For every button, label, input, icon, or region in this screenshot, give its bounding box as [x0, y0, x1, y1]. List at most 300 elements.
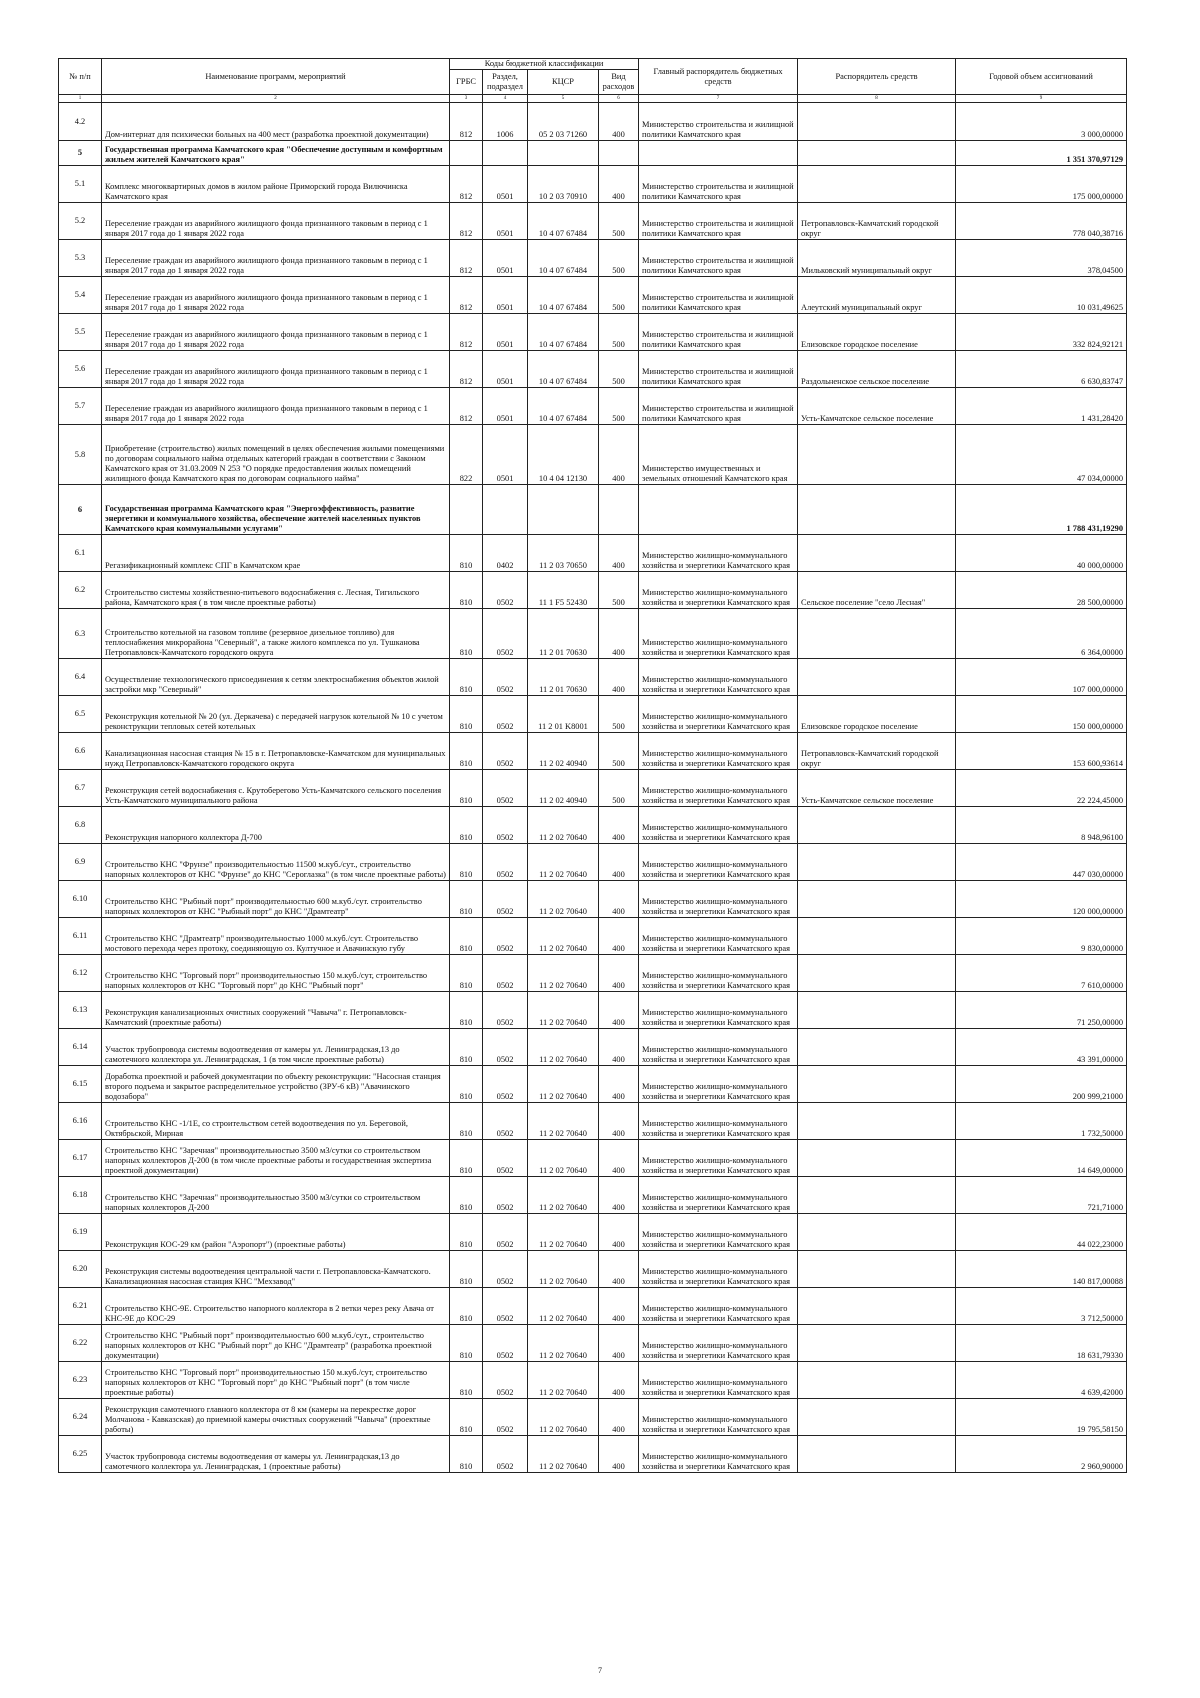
- expense-type-code: 400: [599, 535, 639, 572]
- kcsr-code: 11 2 02 70640: [528, 1251, 599, 1288]
- expense-type-code: 400: [599, 807, 639, 844]
- measure-name: Канализационная насосная станция № 15 в г. Петропавловске-Камчатском для муниципальных нужд Петропавловск-Камчатского городского округа: [102, 733, 450, 770]
- row-number: 6.22: [59, 1325, 102, 1362]
- measure-name: Реконструкция сетей водоснабжения с. Крутоберегово Усть-Камчатского сельского поселения Усть-Камчатского муниципального района: [102, 770, 450, 807]
- section-code: 0501: [483, 425, 528, 485]
- manager: [798, 992, 956, 1029]
- manager: [798, 103, 956, 141]
- annual-amount: 721,71000: [956, 1177, 1127, 1214]
- main-manager: [639, 485, 798, 535]
- main-manager: Министерство жилищно-коммунального хозяйства и энергетики Камчатского края: [639, 572, 798, 609]
- manager: Усть-Камчатское сельское поселение: [798, 388, 956, 425]
- manager: [798, 1288, 956, 1325]
- section-code: 0502: [483, 844, 528, 881]
- row-number: 6.17: [59, 1140, 102, 1177]
- section-code: 0502: [483, 572, 528, 609]
- kcsr-code: 11 2 03 70650: [528, 535, 599, 572]
- manager: Елизовское городское поселение: [798, 314, 956, 351]
- main-manager: Министерство жилищно-коммунального хозяйства и энергетики Камчатского края: [639, 1066, 798, 1103]
- table-row: [59, 659, 1127, 696]
- annual-amount: 140 817,00088: [956, 1251, 1127, 1288]
- grbs-code: 822: [450, 425, 483, 485]
- section-code: 0501: [483, 277, 528, 314]
- grbs-code: 810: [450, 1436, 483, 1473]
- measure-name: Строительство КНС "Заречная" производительностью 3500 м3/сутки со строительством напорных коллекторов Д-200 (в том числе проектные работы и государственная экспертиза проектной документации): [102, 1140, 450, 1177]
- row-number: 5.6: [59, 351, 102, 388]
- measure-name: Доработка проектной и рабочей документации по объекту реконструкции: "Насосная станция второго подъема и закрытое распределительное устройство (ЗРУ-6 кВ) "Авачинского водозабора": [102, 1066, 450, 1103]
- section-code: 0502: [483, 807, 528, 844]
- main-manager: Министерство жилищно-коммунального хозяйства и энергетики Камчатского края: [639, 1103, 798, 1140]
- grbs-code: 810: [450, 1029, 483, 1066]
- kcsr-code: 11 2 01 70630: [528, 609, 599, 659]
- manager: [798, 844, 956, 881]
- annual-amount: 4 639,42000: [956, 1362, 1127, 1399]
- kcsr-code: 10 4 07 67484: [528, 351, 599, 388]
- main-manager: Министерство жилищно-коммунального хозяйства и энергетики Камчатского края: [639, 1288, 798, 1325]
- manager: Мильковский муниципальный округ: [798, 240, 956, 277]
- kcsr-code: 10 4 07 67484: [528, 388, 599, 425]
- header-volume: Годовой объем ассигнований: [956, 59, 1127, 95]
- table-row: [59, 992, 1127, 1029]
- measure-name: Государственная программа Камчатского края "Обеспечение доступным и комфортным жильем жителей Камчатского края": [102, 141, 450, 166]
- table-row: [59, 1436, 1127, 1473]
- section-code: 0502: [483, 1325, 528, 1362]
- main-manager: Министерство строительства и жилищной политики Камчатского края: [639, 314, 798, 351]
- row-number: 6.7: [59, 770, 102, 807]
- manager: [798, 1251, 956, 1288]
- measure-name: Реконструкция самотечного главного коллектора от 8 км (камеры на перекрестке дорог Молчанова - Кавказская) до приемной камеры очистных сооружений "Чавыча" (проектные работы): [102, 1399, 450, 1436]
- grbs-code: 810: [450, 844, 483, 881]
- table-row: [59, 388, 1127, 425]
- main-manager: Министерство жилищно-коммунального хозяйства и энергетики Камчатского края: [639, 659, 798, 696]
- header-vid: Вид расходов: [599, 70, 639, 95]
- budget-table-sheet: [58, 58, 1126, 1473]
- annual-amount: 107 000,00000: [956, 659, 1127, 696]
- main-manager: Министерство строительства и жилищной политики Камчатского края: [639, 277, 798, 314]
- manager: [798, 1325, 956, 1362]
- grbs-code: 810: [450, 1399, 483, 1436]
- manager: [798, 535, 956, 572]
- section-code: 0502: [483, 881, 528, 918]
- header-index-cell: 7: [639, 95, 798, 103]
- section-code: 0501: [483, 314, 528, 351]
- grbs-code: 810: [450, 1214, 483, 1251]
- measure-name: Государственная программа Камчатского края "Энергоэффективность, развитие энергетики и коммунального хозяйства, обеспечение жителей населенных пунктов Камчатского края коммунальными услугами": [102, 485, 450, 535]
- header-razdel: Раздел, подраздел: [483, 70, 528, 95]
- kcsr-code: 11 2 02 40940: [528, 733, 599, 770]
- table-row: [59, 572, 1127, 609]
- main-manager: Министерство жилищно-коммунального хозяйства и энергетики Камчатского края: [639, 1140, 798, 1177]
- expense-type-code: 400: [599, 1029, 639, 1066]
- header-grbs: ГРБС: [450, 70, 483, 95]
- section-code: 0502: [483, 1177, 528, 1214]
- grbs-code: 812: [450, 314, 483, 351]
- measure-name: Комплекс многоквартирных домов в жилом районе Приморский города Вилючинска Камчатского края: [102, 166, 450, 203]
- measure-name: Строительство КНС "Рыбный порт" производительностью 600 м.куб./сут., строительство напорных коллекторов от КНС "Рыбный порт" до КНС "Драмтеатр" (разработка проектной документации): [102, 1325, 450, 1362]
- main-manager: Министерство жилищно-коммунального хозяйства и энергетики Камчатского края: [639, 881, 798, 918]
- main-manager: Министерство жилищно-коммунального хозяйства и энергетики Камчатского края: [639, 770, 798, 807]
- expense-type-code: 400: [599, 1214, 639, 1251]
- measure-name: Строительство КНС -1/1Е, со строительством сетей водоотведения по ул. Береговой, Октябрьской, Мирная: [102, 1103, 450, 1140]
- main-manager: Министерство жилищно-коммунального хозяйства и энергетики Камчатского края: [639, 992, 798, 1029]
- table-row: [59, 1362, 1127, 1399]
- expense-type-code: 500: [599, 314, 639, 351]
- header-index-cell: 8: [798, 95, 956, 103]
- annual-amount: 153 600,93614: [956, 733, 1127, 770]
- row-number: 6.21: [59, 1288, 102, 1325]
- row-number: 5.1: [59, 166, 102, 203]
- section-code: 0502: [483, 1066, 528, 1103]
- main-manager: Министерство жилищно-коммунального хозяйства и энергетики Камчатского края: [639, 1436, 798, 1473]
- table-row: [59, 1066, 1127, 1103]
- expense-type-code: 400: [599, 1103, 639, 1140]
- manager: [798, 1362, 956, 1399]
- section-code: 0502: [483, 770, 528, 807]
- grbs-code: 810: [450, 770, 483, 807]
- table-row: [59, 1214, 1127, 1251]
- table-row: [59, 733, 1127, 770]
- header-index-cell: 9: [956, 95, 1127, 103]
- measure-name: Реконструкция КОС-29 км (район "Аэропорт") (проектные работы): [102, 1214, 450, 1251]
- main-manager: Министерство строительства и жилищной политики Камчатского края: [639, 388, 798, 425]
- header-num: № п/п: [59, 59, 102, 95]
- grbs-code: 810: [450, 659, 483, 696]
- expense-type-code: [599, 141, 639, 166]
- table-row: [59, 485, 1127, 535]
- manager: [798, 485, 956, 535]
- header-index-cell: 5: [528, 95, 599, 103]
- annual-amount: 28 500,00000: [956, 572, 1127, 609]
- table-row: [59, 881, 1127, 918]
- annual-amount: 1 788 431,19290: [956, 485, 1127, 535]
- table-row: [59, 1177, 1127, 1214]
- annual-amount: 1 732,50000: [956, 1103, 1127, 1140]
- expense-type-code: 400: [599, 1436, 639, 1473]
- grbs-code: 812: [450, 203, 483, 240]
- expense-type-code: 400: [599, 1325, 639, 1362]
- expense-type-code: 400: [599, 1399, 639, 1436]
- main-manager: Министерство имущественных и земельных отношений Камчатского края: [639, 425, 798, 485]
- annual-amount: 44 022,23000: [956, 1214, 1127, 1251]
- annual-amount: 18 631,79330: [956, 1325, 1127, 1362]
- section-code: 0502: [483, 1103, 528, 1140]
- section-code: 0502: [483, 1251, 528, 1288]
- annual-amount: 175 000,00000: [956, 166, 1127, 203]
- grbs-code: 810: [450, 918, 483, 955]
- table-row: [59, 1399, 1127, 1436]
- measure-name: Реконструкция системы водоотведения центральной части г. Петропавловска-Камчатского. Канализационная насосная станция КНС "Мехзавод": [102, 1251, 450, 1288]
- manager: [798, 918, 956, 955]
- kcsr-code: 11 2 02 70640: [528, 844, 599, 881]
- row-number: 6.11: [59, 918, 102, 955]
- measure-name: Строительство системы хозяйственно-питьевого водоснабжения с. Лесная, Тигильского района, Камчатского края ( в том числе проектные работы): [102, 572, 450, 609]
- annual-amount: 6 630,83747: [956, 351, 1127, 388]
- table-row: [59, 844, 1127, 881]
- table-row: [59, 535, 1127, 572]
- grbs-code: 812: [450, 103, 483, 141]
- grbs-code: 810: [450, 1325, 483, 1362]
- main-manager: Министерство жилищно-коммунального хозяйства и энергетики Камчатского края: [639, 733, 798, 770]
- header-index-cell: 3: [450, 95, 483, 103]
- expense-type-code: 400: [599, 1177, 639, 1214]
- annual-amount: 22 224,45000: [956, 770, 1127, 807]
- grbs-code: 812: [450, 388, 483, 425]
- header-codes-group: Коды бюджетной классификации: [450, 59, 639, 70]
- row-number: 6.25: [59, 1436, 102, 1473]
- expense-type-code: 500: [599, 388, 639, 425]
- main-manager: Министерство строительства и жилищной политики Камчатского края: [639, 103, 798, 141]
- measure-name: Приобретение (строительство) жилых помещений в целях обеспечения жилыми помещениями по договорам социального найма отдельных категорий граждан в соответствии с Законом Камчатского края от 31.03.2009 N 253 "О порядке предоставления жилых помещений жилищного фонда Камчатского края по договорам социального найма": [102, 425, 450, 485]
- measure-name: Участок трубопровода системы водоотведения от камеры ул. Ленинградская,13 до самотечного коллектора ул. Ленинградская, 1 (проектные работы): [102, 1436, 450, 1473]
- measure-name: Участок трубопровода системы водоотведения от камеры ул. Ленинградская,13 до самотечного коллектора ул. Ленинградская, 1 (в том числе проектные работы): [102, 1029, 450, 1066]
- manager: [798, 1140, 956, 1177]
- main-manager: Министерство строительства и жилищной политики Камчатского края: [639, 203, 798, 240]
- grbs-code: 812: [450, 240, 483, 277]
- measure-name: Строительство котельной на газовом топливе (резервное дизельное топливо) для теплоснабжения микрорайона "Северный", а также жилого комплекса по ул. Тушканова Петропавловск-Камчатского городского округа: [102, 609, 450, 659]
- main-manager: Министерство жилищно-коммунального хозяйства и энергетики Камчатского края: [639, 1399, 798, 1436]
- manager: [798, 1399, 956, 1436]
- expense-type-code: 500: [599, 770, 639, 807]
- main-manager: Министерство жилищно-коммунального хозяйства и энергетики Камчатского края: [639, 1029, 798, 1066]
- grbs-code: 810: [450, 1288, 483, 1325]
- header-name: Наименование программ, мероприятий: [102, 59, 450, 95]
- main-manager: Министерство жилищно-коммунального хозяйства и энергетики Камчатского края: [639, 1362, 798, 1399]
- row-number: 6: [59, 485, 102, 535]
- annual-amount: 8 948,96100: [956, 807, 1127, 844]
- section-code: [483, 141, 528, 166]
- measure-name: Строительство КНС "Торговый порт" производительностью 150 м.куб./сут, строительство напорных коллекторов от КНС "Торговый порт" до КНС "Рыбный порт" (в том числе проектные работы): [102, 1362, 450, 1399]
- header-kcsr: КЦСР: [528, 70, 599, 95]
- measure-name: Переселение граждан из аварийного жилищного фонда признанного таковым в период с 1 января 2017 года до 1 января 2022 года: [102, 277, 450, 314]
- table-row: [59, 1288, 1127, 1325]
- grbs-code: 810: [450, 1140, 483, 1177]
- table-row: [59, 141, 1127, 166]
- row-number: 6.8: [59, 807, 102, 844]
- annual-amount: 7 610,00000: [956, 955, 1127, 992]
- main-manager: Министерство жилищно-коммунального хозяйства и энергетики Камчатского края: [639, 535, 798, 572]
- grbs-code: 810: [450, 733, 483, 770]
- table-row: [59, 1029, 1127, 1066]
- row-number: 6.15: [59, 1066, 102, 1103]
- kcsr-code: 11 2 02 70640: [528, 1399, 599, 1436]
- kcsr-code: 11 2 02 70640: [528, 1214, 599, 1251]
- table-row: [59, 696, 1127, 733]
- grbs-code: 812: [450, 351, 483, 388]
- expense-type-code: 400: [599, 918, 639, 955]
- row-number: 6.16: [59, 1103, 102, 1140]
- kcsr-code: 05 2 03 71260: [528, 103, 599, 141]
- main-manager: Министерство жилищно-коммунального хозяйства и энергетики Камчатского края: [639, 918, 798, 955]
- annual-amount: 1 431,28420: [956, 388, 1127, 425]
- table-row: [59, 351, 1127, 388]
- annual-amount: 3 000,00000: [956, 103, 1127, 141]
- main-manager: Министерство жилищно-коммунального хозяйства и энергетики Камчатского края: [639, 955, 798, 992]
- section-code: 0502: [483, 1399, 528, 1436]
- kcsr-code: 11 2 02 70640: [528, 992, 599, 1029]
- grbs-code: 810: [450, 1177, 483, 1214]
- expense-type-code: 400: [599, 609, 639, 659]
- grbs-code: 810: [450, 1066, 483, 1103]
- main-manager: Министерство жилищно-коммунального хозяйства и энергетики Камчатского края: [639, 1177, 798, 1214]
- row-number: 6.24: [59, 1399, 102, 1436]
- measure-name: Строительство КНС "Рыбный порт" производительностью 600 м.куб./сут. строительство напорных коллекторов от КНС "Рыбный порт" до КНС "Драмтеатр": [102, 881, 450, 918]
- grbs-code: 810: [450, 696, 483, 733]
- row-number: 5.7: [59, 388, 102, 425]
- measure-name: Переселение граждан из аварийного жилищного фонда признанного таковым в период с 1 января 2017 года до 1 января 2022 года: [102, 388, 450, 425]
- measure-name: Переселение граждан из аварийного жилищного фонда признанного таковым в период с 1 января 2017 года до 1 января 2022 года: [102, 314, 450, 351]
- row-number: 6.4: [59, 659, 102, 696]
- main-manager: Министерство жилищно-коммунального хозяйства и энергетики Камчатского края: [639, 609, 798, 659]
- expense-type-code: 400: [599, 1362, 639, 1399]
- annual-amount: 3 712,50000: [956, 1288, 1127, 1325]
- expense-type-code: 500: [599, 696, 639, 733]
- section-code: [483, 485, 528, 535]
- expense-type-code: 400: [599, 881, 639, 918]
- kcsr-code: 11 2 01 70630: [528, 659, 599, 696]
- manager: [798, 881, 956, 918]
- kcsr-code: 11 1 F5 52430: [528, 572, 599, 609]
- row-number: 5.4: [59, 277, 102, 314]
- section-code: 0502: [483, 696, 528, 733]
- grbs-code: [450, 141, 483, 166]
- expense-type-code: 400: [599, 1140, 639, 1177]
- section-code: 1006: [483, 103, 528, 141]
- kcsr-code: 11 2 02 70640: [528, 1288, 599, 1325]
- main-manager: Министерство строительства и жилищной политики Камчатского края: [639, 240, 798, 277]
- grbs-code: 810: [450, 955, 483, 992]
- grbs-code: 810: [450, 572, 483, 609]
- annual-amount: 150 000,00000: [956, 696, 1127, 733]
- table-row: [59, 918, 1127, 955]
- main-manager: Министерство жилищно-коммунального хозяйства и энергетики Камчатского края: [639, 1325, 798, 1362]
- manager: Петропавловск-Камчатский городской округ: [798, 733, 956, 770]
- manager: [798, 166, 956, 203]
- measure-name: Осуществление технологического присоединения к сетям электроснабжения объектов жилой застройки мкр "Северный": [102, 659, 450, 696]
- manager: [798, 1103, 956, 1140]
- grbs-code: 812: [450, 277, 483, 314]
- manager: Петропавловск-Камчатский городской округ: [798, 203, 956, 240]
- kcsr-code: 10 4 07 67484: [528, 203, 599, 240]
- section-code: 0502: [483, 955, 528, 992]
- table-row: [59, 203, 1127, 240]
- annual-amount: 2 960,90000: [956, 1436, 1127, 1473]
- measure-name: Реконструкция канализационных очистных сооружений "Чавыча" г. Петропавловск-Камчатский (проектные работы): [102, 992, 450, 1029]
- manager: [798, 1029, 956, 1066]
- grbs-code: 810: [450, 1362, 483, 1399]
- manager: Усть-Камчатское сельское поселение: [798, 770, 956, 807]
- main-manager: Министерство жилищно-коммунального хозяйства и энергетики Камчатского края: [639, 1251, 798, 1288]
- section-code: 0501: [483, 240, 528, 277]
- expense-type-code: 400: [599, 103, 639, 141]
- section-code: 0502: [483, 992, 528, 1029]
- section-code: 0502: [483, 1288, 528, 1325]
- table-row: [59, 1325, 1127, 1362]
- annual-amount: 47 034,00000: [956, 425, 1127, 485]
- header-index-cell: 6: [599, 95, 639, 103]
- annual-amount: 14 649,00000: [956, 1140, 1127, 1177]
- row-number: 6.2: [59, 572, 102, 609]
- table-row: [59, 1140, 1127, 1177]
- annual-amount: 1 351 370,97129: [956, 141, 1127, 166]
- kcsr-code: 11 2 02 70640: [528, 1103, 599, 1140]
- kcsr-code: 11 2 01 K8001: [528, 696, 599, 733]
- kcsr-code: 11 2 02 70640: [528, 1436, 599, 1473]
- header-manager: Распорядитель средств: [798, 59, 956, 95]
- manager: [798, 955, 956, 992]
- measure-name: Строительство КНС-9Е. Строительство напорного коллектора в 2 ветки через реку Авача от КНС-9Е до КОС-29: [102, 1288, 450, 1325]
- header-index-cell: 2: [102, 95, 450, 103]
- header-index-cell: 4: [483, 95, 528, 103]
- kcsr-code: 11 2 02 70640: [528, 807, 599, 844]
- expense-type-code: 400: [599, 844, 639, 881]
- kcsr-code: 10 4 07 67484: [528, 314, 599, 351]
- kcsr-code: 11 2 02 70640: [528, 1140, 599, 1177]
- annual-amount: 378,04500: [956, 240, 1127, 277]
- table-row: [59, 425, 1127, 485]
- expense-type-code: 400: [599, 1288, 639, 1325]
- grbs-code: 810: [450, 1251, 483, 1288]
- row-number: 6.13: [59, 992, 102, 1029]
- expense-type-code: 400: [599, 1066, 639, 1103]
- section-code: 0502: [483, 1214, 528, 1251]
- kcsr-code: 10 4 07 67484: [528, 277, 599, 314]
- kcsr-code: 11 2 02 70640: [528, 1066, 599, 1103]
- manager: [798, 1214, 956, 1251]
- annual-amount: 71 250,00000: [956, 992, 1127, 1029]
- annual-amount: 6 364,00000: [956, 609, 1127, 659]
- row-number: 5.8: [59, 425, 102, 485]
- kcsr-code: [528, 485, 599, 535]
- grbs-code: 812: [450, 166, 483, 203]
- annual-amount: 120 000,00000: [956, 881, 1127, 918]
- manager: [798, 425, 956, 485]
- expense-type-code: 500: [599, 277, 639, 314]
- kcsr-code: 11 2 02 70640: [528, 918, 599, 955]
- measure-name: Строительство КНС "Заречная" производительностью 3500 м3/сутки со строительством напорных коллекторов Д-200: [102, 1177, 450, 1214]
- header-index-row: [59, 95, 1127, 103]
- table-row: [59, 955, 1127, 992]
- main-manager: Министерство жилищно-коммунального хозяйства и энергетики Камчатского края: [639, 844, 798, 881]
- row-number: 5.3: [59, 240, 102, 277]
- grbs-code: [450, 485, 483, 535]
- kcsr-code: 11 2 02 70640: [528, 1325, 599, 1362]
- measure-name: Регазификационный комплекс СПГ в Камчатском крае: [102, 535, 450, 572]
- table-row: [59, 103, 1127, 141]
- measure-name: Строительство КНС "Драмтеатр" производительностью 1000 м.куб./сут. Строительство мостового перехода через протоку, соединяющую оз. Култучное и Авачинскую губу: [102, 918, 450, 955]
- main-manager: Министерство жилищно-коммунального хозяйства и энергетики Камчатского края: [639, 696, 798, 733]
- kcsr-code: 10 4 04 12130: [528, 425, 599, 485]
- annual-amount: 200 999,21000: [956, 1066, 1127, 1103]
- section-code: 0502: [483, 1362, 528, 1399]
- row-number: 5.5: [59, 314, 102, 351]
- row-number: 4.2: [59, 103, 102, 141]
- section-code: 0501: [483, 388, 528, 425]
- manager: [798, 1066, 956, 1103]
- manager: Елизовское городское поселение: [798, 696, 956, 733]
- grbs-code: 810: [450, 881, 483, 918]
- section-code: 0502: [483, 733, 528, 770]
- expense-type-code: 500: [599, 351, 639, 388]
- section-code: 0502: [483, 918, 528, 955]
- expense-type-code: 400: [599, 955, 639, 992]
- table-row: [59, 314, 1127, 351]
- table-row: [59, 240, 1127, 277]
- section-code: 0501: [483, 166, 528, 203]
- section-code: 0502: [483, 1140, 528, 1177]
- table-row: [59, 1251, 1127, 1288]
- row-number: 6.1: [59, 535, 102, 572]
- table-body: [59, 103, 1127, 1473]
